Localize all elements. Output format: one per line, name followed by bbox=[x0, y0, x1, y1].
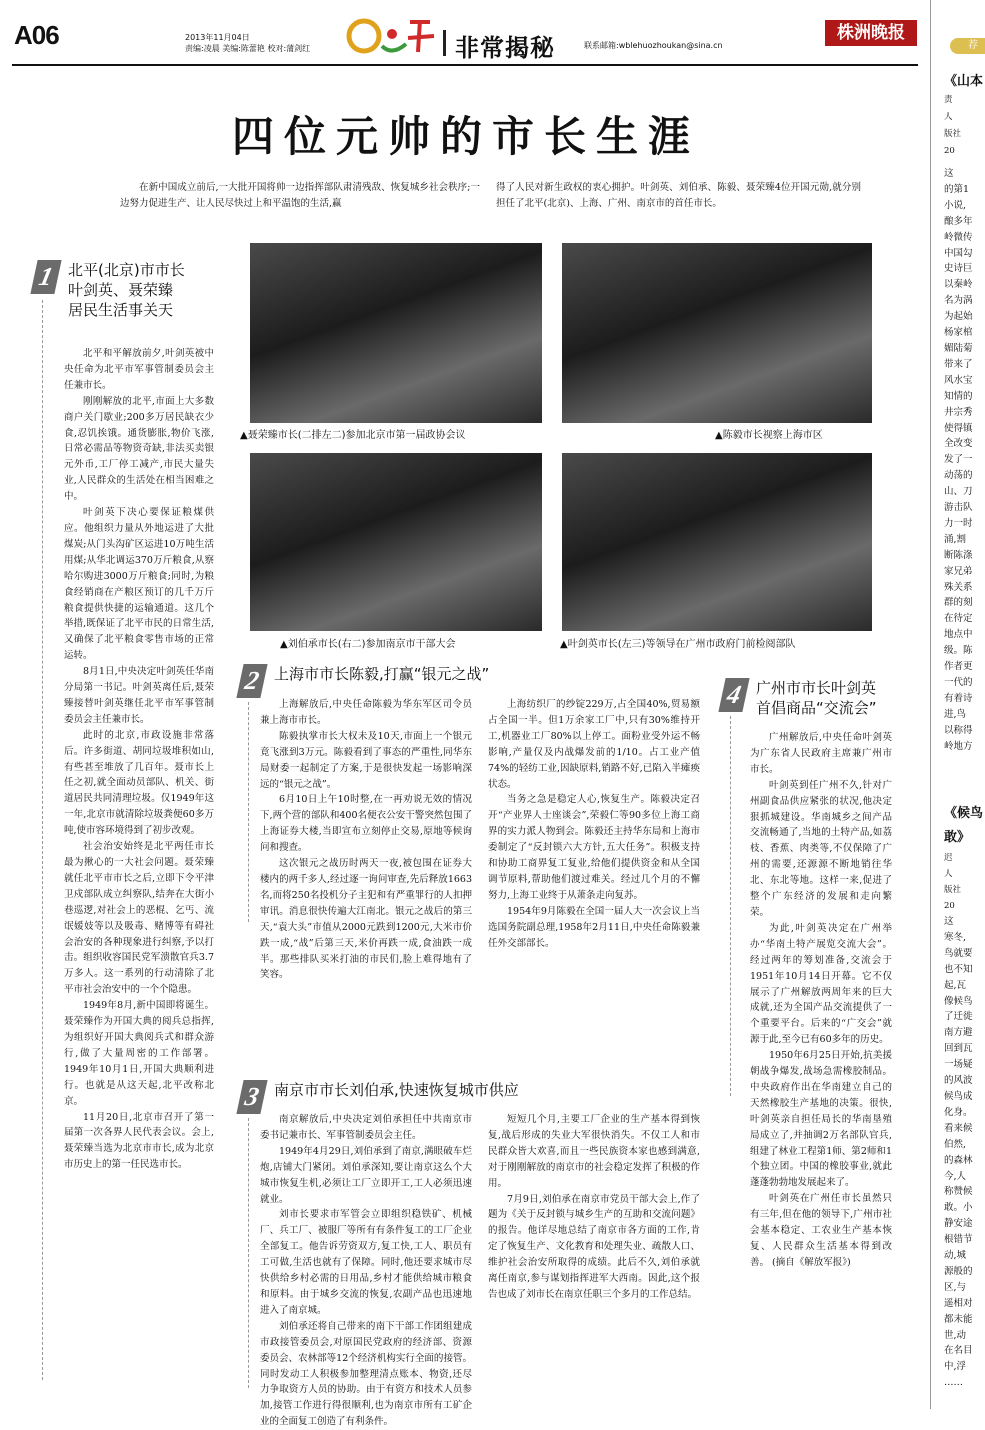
book-2-review: 这 寒冬, 鸟就要 也不知 起,瓦 像候鸟 了迁徙 南方避 回到瓦 一场疑 的风波 候鸟成 化身。 看来候 伯然, 的森林 今,人 称赞候 敢。小 静安途 根错节 动,城 源般的 区,与 遥相对 都未能 世,动 在名目 中,浮 …… bbox=[944, 916, 973, 1389]
paragraph: 刘伯承还将自己带来的南下干部工作团组建成市政接管委员会,对原国民党政府的经济部、资源委员会、农林部等12个经济机构实行全面的接管。同时发动工人积极参加整理清点账本、物资,还尽力争取资方人员的协助。由于有资方和技术人员参加,接管工作进行得很顺利,也为南京市所有工矿企业的全面复工创造了有利条件。 bbox=[260, 1320, 472, 1428]
paragraph: 1949年8月,新中国即将诞生。聂荣臻作为开国大典的阅兵总指挥,为组织好开国大典阅兵式和群众游行,做了大量周密的工作部署。1949年10月1日,开国大典顺利进行。也就是从这天起,北平改称北京。 bbox=[64, 1000, 214, 1107]
book-recommend-label: 荐书 bbox=[950, 38, 985, 54]
page-edge-rule bbox=[930, 0, 931, 1409]
section-title-line: 居民生活事关天 bbox=[68, 301, 174, 319]
paragraph: 当务之急是稳定人心,恢复生产。陈毅决定召开“产业界人士座谈会”,荣毅仁等90多位上海工商界的实力派人物到会。陈毅还主持华东局和上海市委制定了“反封锁六大方针,五大任务”。积极支持和协助工商界复工复业,给他们提供资金和从全国调节原料,帮助他们渡过难关。经过几个月的不懈努力,上海工业终于从萧条走向复苏。 bbox=[488, 794, 700, 901]
page-number: A06 bbox=[14, 20, 59, 50]
paragraph: 南京解放后,中央决定刘伯承担任中共南京市委书记兼市长、军事管制委员会主任。 bbox=[260, 1114, 472, 1141]
section-1-title bbox=[68, 260, 185, 320]
lehuo-logo bbox=[344, 12, 440, 62]
paragraph: 社会治安始终是北平两任市长最为揪心的一大社会问题。聂荣臻就任北平市市长之后,立即下令平津卫戍部队成立纠察队,结奔在大街小巷巡逻,对社会上的恶棍、乞丐、流氓媛妓等以及吸毒、赌博等有碍社会治安的各种现象进行纠察,予以打击。组织收容国民党军溃散官兵3.7万多人。这一系列的行动清除了北平市社会治安中的一个个隐患。 bbox=[64, 841, 214, 996]
photo-liu-bocheng bbox=[250, 453, 542, 631]
photo-nie-rongzhen bbox=[250, 243, 542, 423]
section-4-body bbox=[750, 730, 892, 1390]
section-3-title: 南京市市长刘伯承,快速恢复城市供应 bbox=[274, 1081, 519, 1099]
section-number-badge: 1 bbox=[30, 260, 61, 294]
paragraph: 上海纺织厂的纱锭229万,占全国40%,贸易额占全国一半。但1万余家工厂中,只有30%维持开工,机器业工厂80%以上停工。面粉业受外运不畅影响,产量仅及内战爆发前的1/10。占工业产值74%的轻纺工业,因缺原料,销路不好,已陷入半瘫痪状态。 bbox=[488, 699, 700, 790]
lead-paragraph-right: 得了人民对新生政权的衷心拥护。叶剑英、刘伯承、陈毅、聂荣臻4位开国元勋,就分别担任了北平(北京)、上海、广州、南京市的首任市长。 bbox=[496, 182, 861, 209]
photo-caption: ▲刘伯承市长(右二)参加南京市干部大会 bbox=[280, 639, 456, 650]
page-meta bbox=[185, 32, 335, 54]
section-title-line: 首倡商品“交流会” bbox=[756, 699, 877, 717]
paragraph: 1954年9月陈毅在全国一届人大一次会议上当选国务院副总理,1958年2月11日,中央任命陈毅兼任外交部部长。 bbox=[488, 905, 700, 949]
section-number-badge: 3 bbox=[236, 1080, 267, 1114]
section-2-header bbox=[240, 664, 489, 698]
section-title-line: 广州市市长叶剑英 bbox=[756, 679, 877, 697]
paragraph: 11月20日,北京市召开了第一届第一次各界人民代表会议。会上,聂荣臻当选为北京市市长,成为北京市历史上的第一任民选市长。 bbox=[64, 1111, 214, 1171]
header-rule bbox=[12, 64, 918, 66]
paragraph: 刚刚解放的北平,市面上大多数商户关门歇业;200多万居民缺衣少食,忍饥挨饿。通货膨胀,物价飞涨,日常必需品等物资奇缺,非法买卖银元外币,工厂停工减产,市民大量失业,人民群众的生活处在相当困难之中。 bbox=[64, 395, 214, 503]
paragraph: 1949年4月29日,刘伯承到了南京,满眼破车烂炮,店铺大门紧闭。刘伯承深知,要让南京这么个大城市恢复生机,必须让工厂立即开工,工人必须迅速就业。 bbox=[260, 1145, 472, 1205]
photo-caption: ▲陈毅市长视察上海市区 bbox=[715, 430, 823, 441]
section-1-body bbox=[64, 346, 214, 1386]
section-3-body-col2 bbox=[488, 1112, 700, 1390]
paragraph: 叶剑英到任广州不久,针对广州副食品供应紧张的状况,他决定狠抓城建设。华南城乡之间产品交流畅通了,当地的土特产品,如荔枝、香蕉、肉类等,不仅保障了广州的需要,还源源不断地销往华北、东北等地。这样一来,促进了整个广东经济的发展和走向繁荣。 bbox=[750, 779, 892, 918]
paragraph: 短短几个月,主要工厂企业的生产基本得到恢复,战后形成的失业大军很快消失。不仅工人和市民群众皆大欢喜,而且一些民族资本家也感到满意,对于刚刚解放的南京市的社会稳定发挥了积极的作用。 bbox=[488, 1114, 700, 1189]
section-3-header bbox=[240, 1080, 519, 1114]
section-4-guide-line bbox=[730, 716, 731, 1096]
contact-email[interactable]: 联系邮箱:wblehuozhoukan@sina.cn bbox=[584, 41, 723, 50]
editors-line: 责编:凌晨 美编:陈蕾艳 校对:蒲剑红 bbox=[185, 44, 311, 53]
section-3-body-col1 bbox=[260, 1112, 472, 1428]
paragraph: 这次银元之战历时两天一夜,被包围在证券大楼内的两千多人,经过逐一询问审查,先后释放1663名,而将250名投机分子主犯和有严重罪行的人扣押审讯。消息很快传遍大江南北。银元之战后的第三天,“袁大头”市值从2000元跌到1200元,大米市价跌一成,“战”后第三天,米价再跌一成,食油跌一成半。那些排队买米打油的市民们,脸上难得地有了笑容。 bbox=[260, 858, 472, 981]
section-number-badge: 4 bbox=[718, 678, 749, 712]
section-2-title: 上海市市长陈毅,打赢“银元之战” bbox=[274, 665, 490, 683]
book-title-2: 《候鸟 bbox=[944, 806, 984, 821]
paragraph: 6月10日上午10时整,在一再劝说无效的情况下,两个营的部队和400名便衣公安干警突然包围了上海证券大楼,当即宣布立刻停止交易,原地等候询问和搜查。 bbox=[260, 794, 472, 854]
paragraph: 1950年6月25日开始,抗美援朝战争爆发,战场急需橡胶制品。中央政府作出在华南建立自己的天然橡胶生产基地的决策。很快,叶剑英亲自担任局长的华南垦殖局成立了,并抽调2万名部队官兵,组建了林业工程第1师、第2师和1个独立团。中国的橡胶事业,就此蓬蓬勃勃地发展起来了。 bbox=[750, 1050, 892, 1189]
lead-paragraph-left: 在新中国成立前后,一大批开国将帅一边指挥部队肃清残敌、恢复城乡社会秩序;一边努力促进生产、让人民尽快过上和平温饱的生活,赢 bbox=[120, 182, 480, 209]
column-name: 非常揭秘 bbox=[455, 34, 555, 62]
section-title-line: 北平(北京)市市长 bbox=[68, 261, 185, 279]
masthead-logo: 株洲晚报 bbox=[825, 20, 917, 46]
paragraph: 7月9日,刘伯承在南京市党员干部大会上,作了题为《关于反封锁与城乡生产的互助和交流问题》的报告。他详尽地总结了南京市各方面的工作,肯定了恢复生产、文化教育和处理失业、疏散人口、维护社会治安所取得的成绩。此后不久,刘伯承就离任南京,参与谋划指挥进军大西南。因此,这个报告也成了刘市长在南京任职三个多月的工作总结。 bbox=[488, 1193, 700, 1300]
paragraph: 叶剑英下决心要保证粮煤供应。他组织力量从外地运进了大批煤炭;从门头沟矿区运进10万吨生活用煤;从华北调运370万斤粮食,从察哈尔购进3000万斤粮食;同时,为粮食经销商在产粮区预订的几千万斤粮食提供快捷的运输通道。这几个举措,既保证了北平市民的日常生活,又确保了北平粮食零售市场的正常运转。 bbox=[64, 507, 214, 662]
book-1-info: 责 人 版社 20 bbox=[944, 95, 962, 156]
section-3-guide-line bbox=[248, 1118, 249, 1388]
book-2-info: 迟 人 版社 20 bbox=[944, 853, 962, 911]
paragraph: 为此,叶剑英决定在广州举办“华南土特产展览交流大会”。经过两年的筹划准备,交流会于1951年10月14日开幕。它不仅展示了广州解放两周年来的巨大成就,还为全国产品交流提供了一个重要平台。后来的“广交会”就源于此,至今已有60多年的历史。 bbox=[750, 922, 892, 1046]
article-title: 四位元帅的市长生涯 bbox=[231, 112, 700, 161]
photo-ye-jianying bbox=[562, 453, 872, 631]
paragraph: 广州解放后,中央任命叶剑英为广东省人民政府主席兼广州市市长。 bbox=[750, 732, 892, 775]
section-1-header bbox=[34, 260, 185, 320]
paragraph: 刘市长要求市军管会立即组织稳铁矿、机械厂、兵工厂、被服厂等所有有条件复工的工厂企业全部复工。他告诉劳资双方,复工快,工人、职员有工可做,生活也就有了保障。同时,他还要求城市尽快供给乡村必需的日用品,乡村才能供给城市粮食和原料。由于城乡交流的恢复,农副产品也迅速地进入了南京城。 bbox=[260, 1209, 472, 1316]
paragraph: 叶剑英在广州任市长虽然只有三年,但在他的领导下,广州市社会基本稳定、工农业生产基本恢复、人民群众生活基本得到改善。 (摘自《解放军报》) bbox=[750, 1193, 892, 1268]
book-title-2-cont: 敢》 bbox=[944, 830, 971, 845]
photo-caption: ▲叶剑英市长(左三)等领导在广州市政府门前检阅部队 bbox=[560, 639, 796, 650]
paragraph: 上海解放后,中央任命陈毅为华东军区司令员兼上海市市长。 bbox=[260, 699, 472, 726]
paragraph: 8月1日,中央决定叶剑英任华南分局第一书记。叶剑英离任后,聂荣臻接替叶剑英继任北平市军事管制委员会主任兼市长。 bbox=[64, 666, 214, 725]
section-1-guide-line bbox=[42, 300, 43, 1380]
header-separator bbox=[443, 30, 446, 56]
photo-chen-yi bbox=[562, 243, 872, 423]
section-4-header bbox=[722, 678, 877, 718]
section-2-body-col2 bbox=[488, 697, 700, 1055]
book-title-1: 《山本 bbox=[944, 74, 984, 89]
issue-date: 2013年11月04日 bbox=[185, 33, 250, 42]
section-2-body-col1 bbox=[260, 697, 472, 1055]
book-1-review: 这 的第1 小说, 酿多年 岭微传 中国勾 史诗巨 以秦岭 名为涡 为起始 杨家棺 媚陆菊 带来了 风水宝 知情的 井宗秀 使得镇 全改变 发了一 动荡的 山、刀 游击队 力一时 涌,割 断陈涤 家兄弟 殊关系 群的刻 在待定 地点中 级。陈 作者更 一代的 有着诗 进,鸟 以称得 岭地方 bbox=[944, 168, 973, 752]
section-2-guide-line bbox=[248, 702, 249, 922]
paragraph: 北平和平解放前夕,叶剑英被中央任命为北平市军事管制委员会主任兼市长。 bbox=[64, 348, 214, 391]
paragraph: 陈毅执掌市长大权未及10天,市面上一个银元竟飞涨到3万元。陈毅看到了事态的严重性,同华东局财委一起制定了方案,于是很快发起一场影响深远的“银元之战”。 bbox=[260, 730, 472, 790]
section-number-badge: 2 bbox=[236, 664, 267, 698]
photo-caption: ▲聂荣臻市长(二排左二)参加北京市第一届政协会议 bbox=[240, 430, 466, 441]
section-title-line: 叶剑英、聂荣臻 bbox=[68, 281, 174, 299]
section-4-title bbox=[756, 678, 877, 718]
paragraph: 此时的北京,市政设施非常落后。许多街道、胡同垃圾堆积如山,有些甚至堆放了几百年。聂市长上任之初,就全面动员部队、机关、街道居民共同清理垃圾。仅1949年这一年,北京市就清除垃圾粪便60多万吨,使市容环境得到了初步改观。 bbox=[64, 729, 214, 837]
